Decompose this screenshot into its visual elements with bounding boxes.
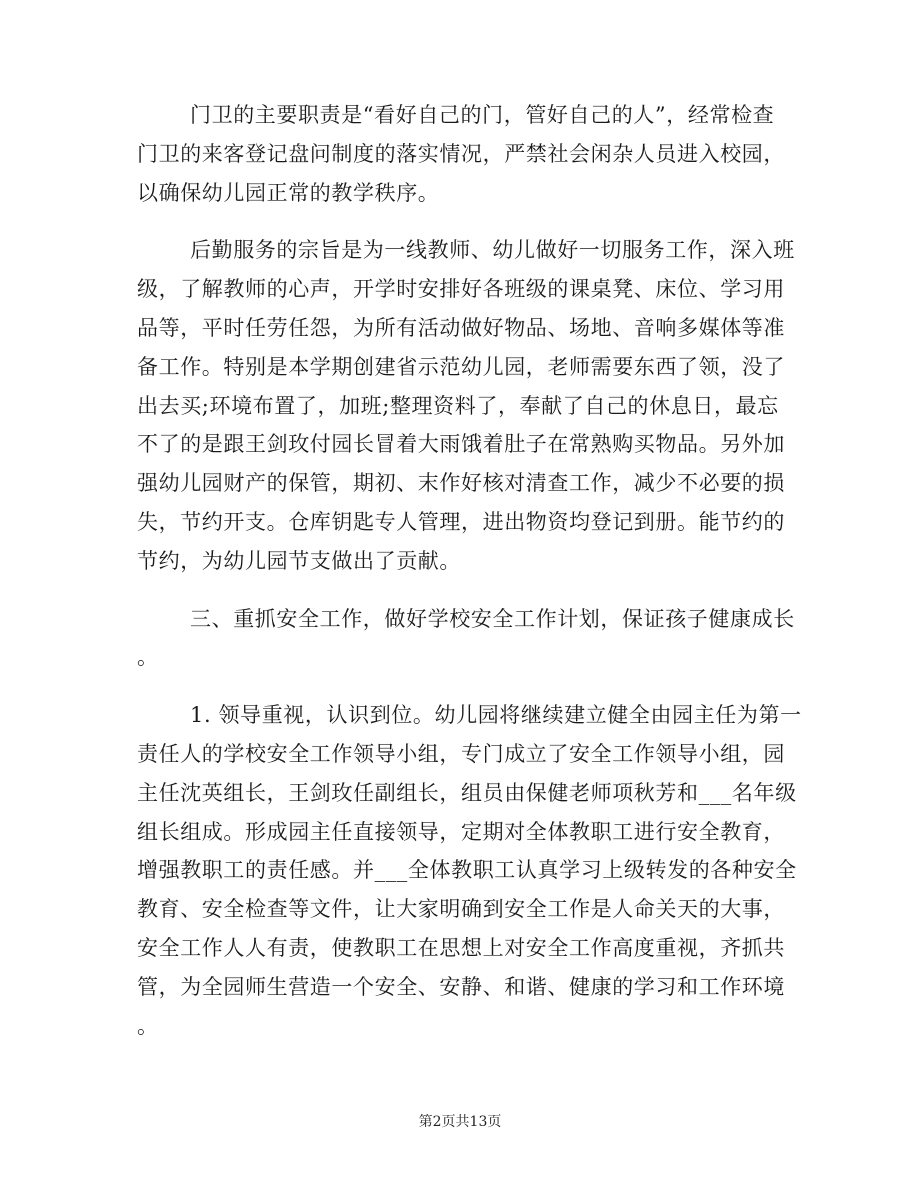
- text-line: 备工作。特别是本学期创建省示范幼儿园，老师需要东西了领，没了: [137, 354, 785, 379]
- text-line: 主任沈英组长，王剑玫任副组长，组员由保健老师项秋芳和___名年级: [137, 780, 797, 805]
- text-line: 不了的是跟王剑玫付园长冒着大雨饿着肚子在常熟购买物品。另外加: [137, 432, 785, 457]
- section-heading-safety: [137, 600, 795, 678]
- text-line: 失，节约开支。仓库钥匙专人管理，进出物资均登记到册。能节约的: [137, 509, 785, 534]
- paragraph-logistics-service: [137, 231, 795, 580]
- text-line: 以确保幼儿园正常的教学秩序。: [137, 180, 440, 205]
- page-number-footer: 第2页共13页: [418, 1114, 502, 1130]
- text-line: 增强教职工的责任感。并___全体教职工认真学习上级转发的各种安全: [137, 858, 797, 883]
- text-line: 后勤服务的宗旨是为一线教师、幼儿做好一切服务工作，深入班: [190, 238, 795, 263]
- text-line: 教育、安全检查等文件，让大家明确到安全工作是人命关天的大事，: [137, 897, 785, 922]
- document-body: [137, 96, 802, 1045]
- text-line: 。: [137, 645, 159, 670]
- text-line: 门卫的主要职责是“看好自己的门，管好自己的人”，经常检查: [190, 103, 775, 127]
- text-line: 管，为全园师生营造一个安全、安静、和谐、健康的学习和工作环境: [137, 974, 785, 999]
- text-line: 组长组成。形成园主任直接领导，定期对全体教职工进行安全教育，: [137, 819, 785, 844]
- text-line: 级，了解教师的心声，开学时安排好各班级的课桌凳、床位、学习用: [137, 277, 785, 302]
- text-line: 。: [137, 1013, 159, 1038]
- paragraph-leadership-attention: [137, 696, 802, 1045]
- paragraph-spacer: [137, 212, 777, 231]
- text-line: 责任人的学校安全工作领导小组，专门成立了安全工作领导小组，园: [137, 741, 785, 766]
- text-line: 安全工作人人有责，使教职工在思想上对安全工作高度重视，齐抓共: [137, 935, 785, 960]
- paragraph-gatekeeper-duties: [137, 96, 785, 212]
- text-line: 节约，为幼儿园节支做出了贡献。: [137, 548, 461, 573]
- text-line: 出去买;环境布置了，加班;整理资料了，奉献了自己的休息日，最忘: [137, 393, 779, 418]
- text-line: 1. 领导重视，认识到位。幼儿园将继续建立健全由园主任为第一: [190, 703, 802, 728]
- paragraph-spacer: [137, 677, 777, 696]
- text-line: 三、重抓安全工作，做好学校安全工作计划，保证孩子健康成长: [190, 606, 795, 631]
- text-line: 品等，平时任劳任怨，为所有活动做好物品、场地、音响多媒体等准: [137, 315, 785, 340]
- text-line: 门卫的来客登记盘问制度的落实情况，严禁社会闲杂人员进入校园，: [137, 141, 785, 166]
- paragraph-spacer: [137, 581, 777, 600]
- text-line: 强幼儿园财产的保管，期初、末作好核对清查工作，减少不必要的损: [137, 471, 785, 496]
